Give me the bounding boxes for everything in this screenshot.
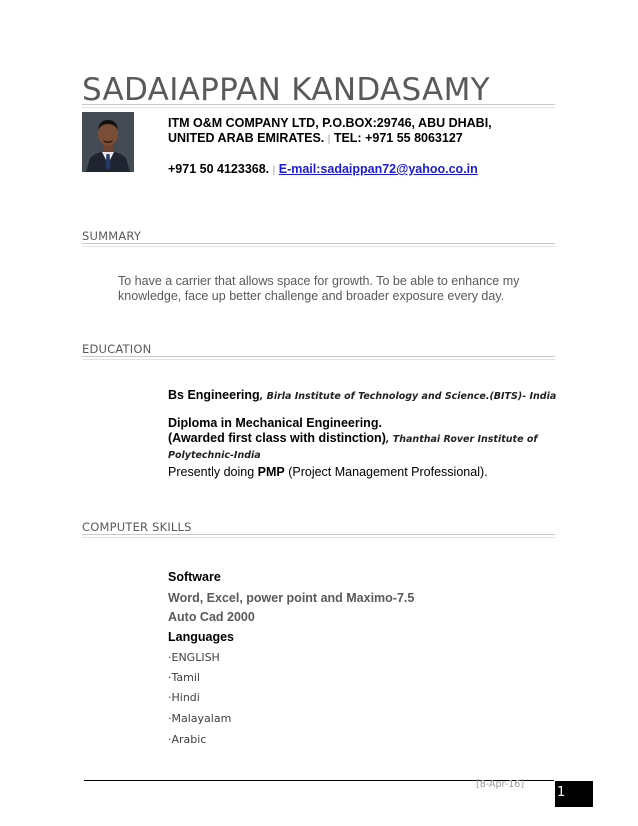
telephone: TEL: +971 55 8063127 xyxy=(333,131,463,145)
language-item xyxy=(168,733,206,746)
section-heading-computer-skills: COMPUTER SKILLS xyxy=(82,520,192,534)
education-rule-secondary xyxy=(82,359,555,360)
language-name: Malayalam xyxy=(171,712,232,725)
address-line-2 xyxy=(168,131,463,147)
institution: , Birla Institute of Technology and Science.(BITS)- India xyxy=(259,391,557,402)
language-name: Arabic xyxy=(171,733,207,746)
language-name: ENGLISH xyxy=(171,651,220,664)
language-item xyxy=(168,651,220,664)
separator: | xyxy=(272,165,276,176)
software-list: Word, Excel, power point and Maximo-7.5 xyxy=(168,591,415,605)
address-line-1: ITM O&M COMPANY LTD, P.O.BOX:29746, ABU DHABI, xyxy=(168,116,492,130)
current-prefix: Presently doing xyxy=(168,465,258,479)
institution: , Thanthai Rover Institute of xyxy=(385,434,538,445)
email-link[interactable]: E-mail:sadaippan72@yahoo.co.in xyxy=(278,162,478,176)
bullet: · xyxy=(168,691,172,704)
mobile-phone: +971 50 4123368. xyxy=(168,162,270,176)
summary-rule xyxy=(82,243,555,244)
languages-label: Languages xyxy=(168,630,234,644)
footer-date: [8-Apr-16] xyxy=(476,779,525,790)
education-current xyxy=(168,465,488,480)
language-name: Tamil xyxy=(171,671,200,684)
degree-title: Bs Engineering xyxy=(168,388,260,402)
bullet: · xyxy=(168,671,172,684)
education-degree-2 xyxy=(168,416,537,463)
separator: | xyxy=(327,134,331,145)
current-course: PMP xyxy=(257,465,285,479)
header-rule xyxy=(82,104,555,105)
page-number: 1 xyxy=(557,785,566,800)
section-heading-education: EDUCATION xyxy=(82,342,152,356)
institution-continued: Polytechnic-India xyxy=(168,450,261,461)
degree-distinction: (Awarded first class with distinction) xyxy=(168,431,386,445)
degree-title: Diploma in Mechanical Engineering. xyxy=(168,416,382,430)
summary-rule-secondary xyxy=(82,246,555,247)
bullet: · xyxy=(168,651,172,664)
profile-photo xyxy=(82,112,134,172)
language-item xyxy=(168,712,231,725)
bullet: · xyxy=(168,712,172,725)
contact-line xyxy=(168,162,478,178)
software-label: Software xyxy=(168,570,221,584)
current-suffix: (Project Management Professional). xyxy=(284,465,488,479)
bullet: · xyxy=(168,733,172,746)
address-country: UNITED ARAB EMIRATES. xyxy=(168,131,325,145)
autocad-skill: Auto Cad 2000 xyxy=(168,610,255,624)
language-item xyxy=(168,671,200,684)
skills-rule-secondary xyxy=(82,537,555,538)
education-rule xyxy=(82,356,555,357)
header-rule-secondary xyxy=(82,107,555,108)
skills-rule xyxy=(82,534,555,535)
summary-text: To have a carrier that allows space for growth. To be able to enhance my knowledge, face up better challenge and broader exposure every day. xyxy=(118,274,520,303)
candidate-name: SADAIAPPAN KANDASAMY xyxy=(82,72,490,108)
page-number-box xyxy=(555,781,593,807)
language-name: Hindi xyxy=(171,691,200,704)
person-portrait-icon xyxy=(82,112,134,172)
education-degree-1 xyxy=(168,388,556,404)
language-item xyxy=(168,691,200,704)
section-heading-summary: SUMMARY xyxy=(82,229,142,243)
